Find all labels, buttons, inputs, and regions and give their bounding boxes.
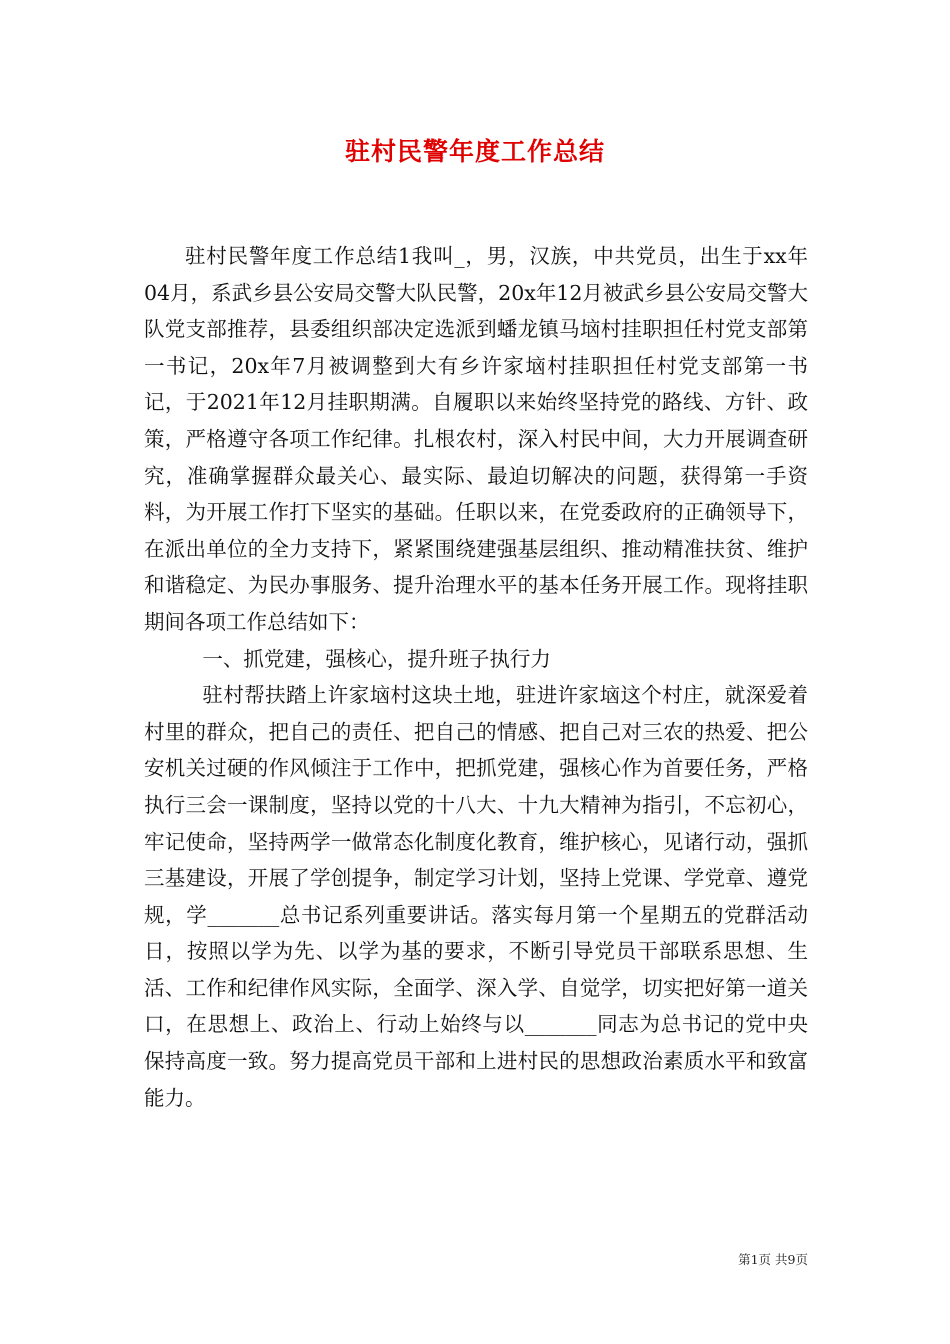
document-body	[144, 238, 808, 1116]
section-heading: 一、抓党建，强核心，提升班子执行力	[202, 646, 551, 671]
paragraph-party-building: 驻村帮扶踏上许家垴村这块土地，驻进许家垴这个村庄，就深爱着村里的群众，把自己的责任、把自己的情感、把自己对三农的热爱、把公安机关过硬的作风倾注于工作中，把抓党建，强核心作为首要任务，严格执行三会一课制度，坚持以党的十八大、十九大精神为指引，不忘初心，牢记使命，坚持两学一做常态化制度化教育，维护核心，见诸行动，强抓三基建设，开展了学创提争，制定学习计划，坚持上党课、学党章、遵党规，学_______总书记系列重要讲话。落实每月第一个星期五的党群活动日，按照以学为先、以学为基的要求，不断引导党员干部联系思想、生活、工作和纪律作风实际，全面学、深入学、自觉学，切实把好第一道关口，在思想上、政治上、行动上始终与以_______同志为总书记的党中央保持高度一致。努力提高党员干部和上进村民的思想政治素质水平和致富能力。	[144, 683, 808, 1110]
page-number: 第1页 共9页	[738, 1252, 808, 1267]
paragraph-intro: 驻村民警年度工作总结1我叫_，男，汉族，中共党员，出生于xx年04月，系武乡县公安局交警大队民警，20x年12月被武乡县公安局交警大队党支部推荐，县委组织部决定选派到蟠龙镇马垴村挂职担任村党支部第一书记，20x年7月被调整到大有乡许家垴村挂职担任村党支部第一书记，于2021年12月挂职期满。自履职以来始终坚持党的路线、方针、政策，严格遵守各项工作纪律。扎根农村，深入村民中间，大力开展调查研究，准确掌握群众最关心、最实际、最迫切解决的问题，获得第一手资料，为开展工作打下坚实的基础。任职以来，在党委政府的正确领导下，在派出单位的全力支持下，紧紧围绕建强基层组织、推动精准扶贫、维护和谐稳定、为民办事服务、提升治理水平的基本任务开展工作。现将挂职期间各项工作总结如下：	[144, 244, 808, 634]
document-title: 驻村民警年度工作总结	[344, 137, 605, 166]
